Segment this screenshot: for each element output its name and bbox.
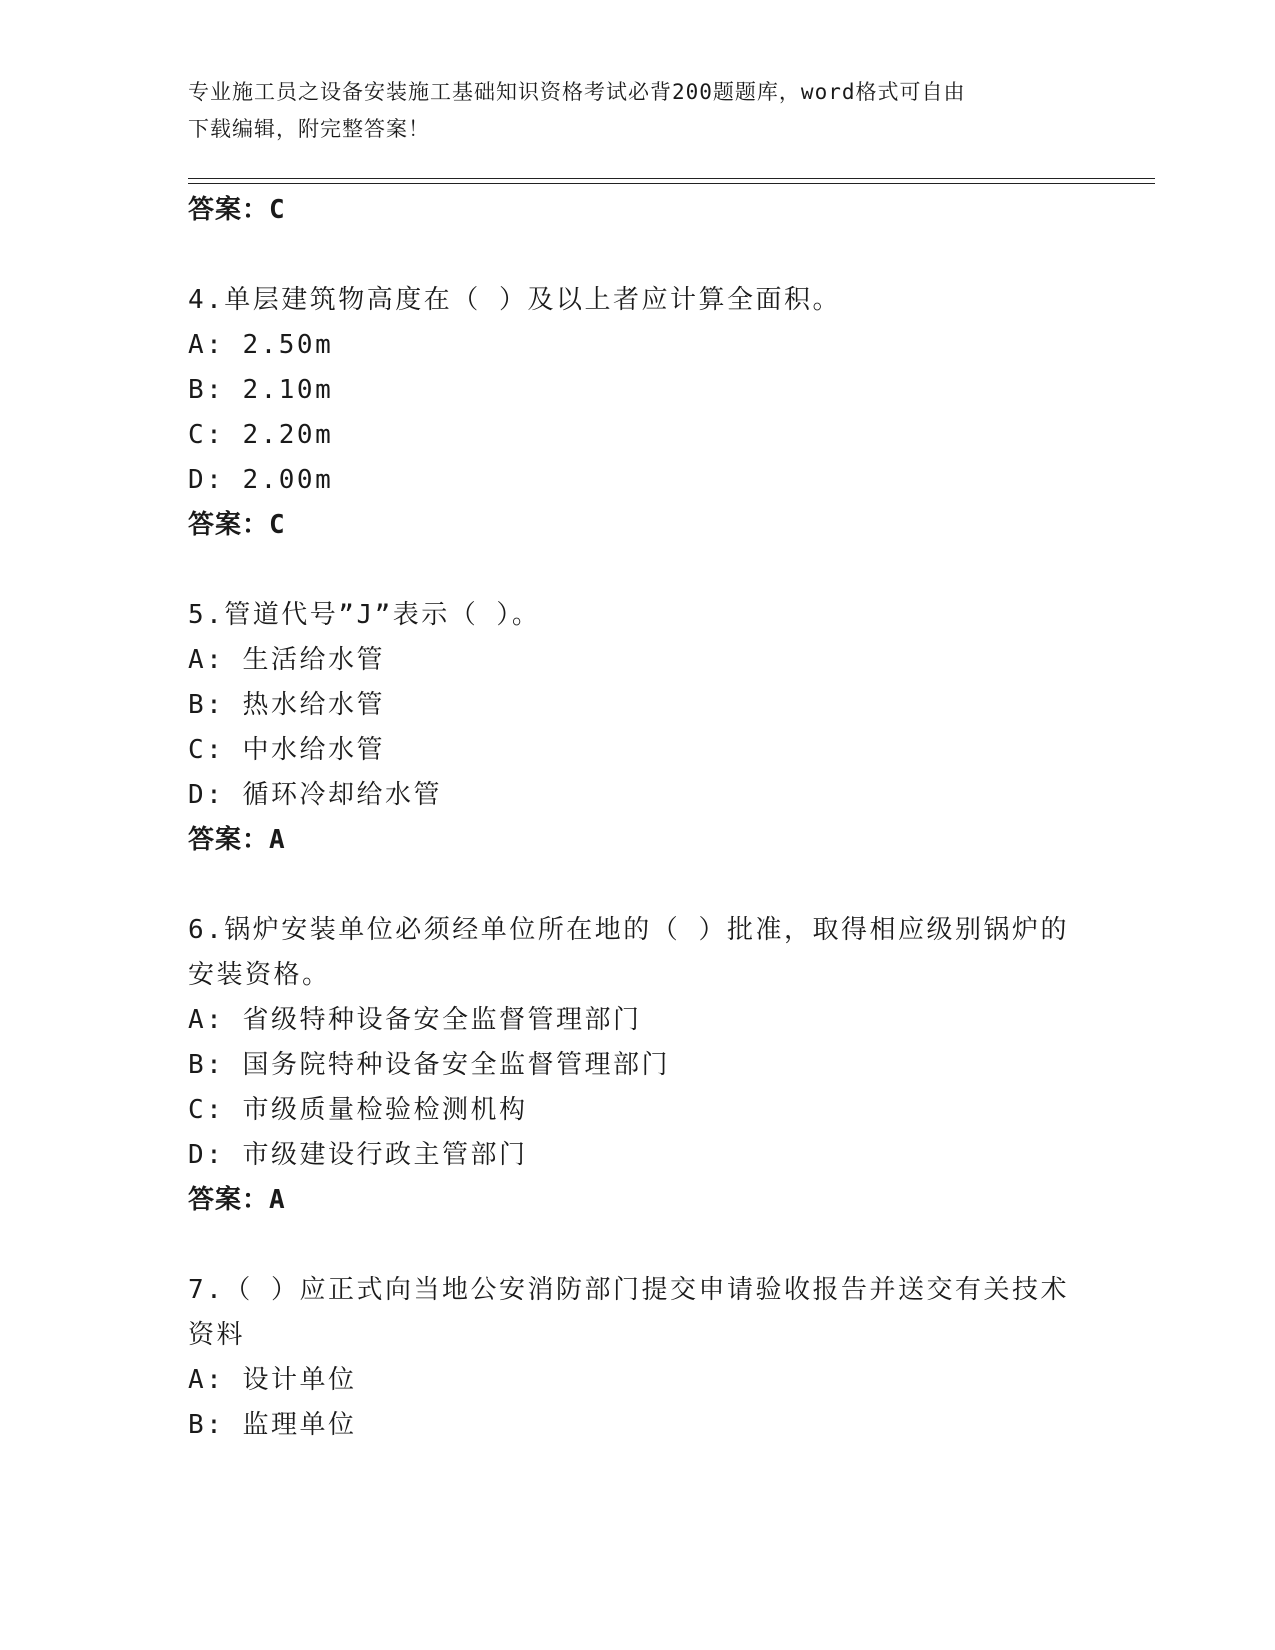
option-a: A: 生活给水管: [188, 645, 385, 675]
answer-line: 答案：C: [188, 510, 286, 540]
option-b: B: 监理单位: [188, 1410, 357, 1440]
answer-line: 答案：A: [188, 825, 286, 855]
question-stem: 6.锅炉安装单位必须经单位所在地的（ ）批准，取得相应级别锅炉的: [188, 915, 1069, 945]
option-c: C: 2.20m: [188, 420, 334, 450]
header-line-2: 下载编辑，附完整答案！: [188, 117, 430, 141]
option-c: C: 中水给水管: [188, 735, 385, 765]
header-line-1: 专业施工员之设备安装施工基础知识资格考试必背200题题库，word格式可自由: [188, 80, 966, 104]
option-a: A: 2.50m: [188, 330, 334, 360]
option-d: D: 循环冷却给水管: [188, 780, 442, 810]
header-divider-bottom: [188, 183, 1155, 184]
option-c: C: 市级质量检验检测机构: [188, 1095, 528, 1125]
answer-line: 答案：C: [188, 195, 286, 225]
question-stem-cont: 安装资格。: [188, 960, 331, 990]
document-header: [188, 74, 1088, 148]
option-b: B: 国务院特种设备安全监督管理部门: [188, 1050, 670, 1080]
question-stem-cont: 资料: [188, 1320, 246, 1350]
option-a: A: 省级特种设备安全监督管理部门: [188, 1005, 642, 1035]
question-stem: 5.管道代号”J”表示（ ）。: [188, 600, 541, 630]
header-divider-top: [188, 178, 1155, 179]
option-d: D: 2.00m: [188, 465, 334, 495]
answer-line: 答案：A: [188, 1185, 286, 1215]
option-a: A: 设计单位: [188, 1365, 357, 1395]
option-d: D: 市级建设行政主管部门: [188, 1140, 528, 1170]
question-stem: 4.单层建筑物高度在（ ）及以上者应计算全面积。: [188, 285, 841, 315]
option-b: B: 2.10m: [188, 375, 334, 405]
option-b: B: 热水给水管: [188, 690, 385, 720]
question-stem: 7.（ ）应正式向当地公安消防部门提交申请验收报告并送交有关技术: [188, 1275, 1069, 1305]
